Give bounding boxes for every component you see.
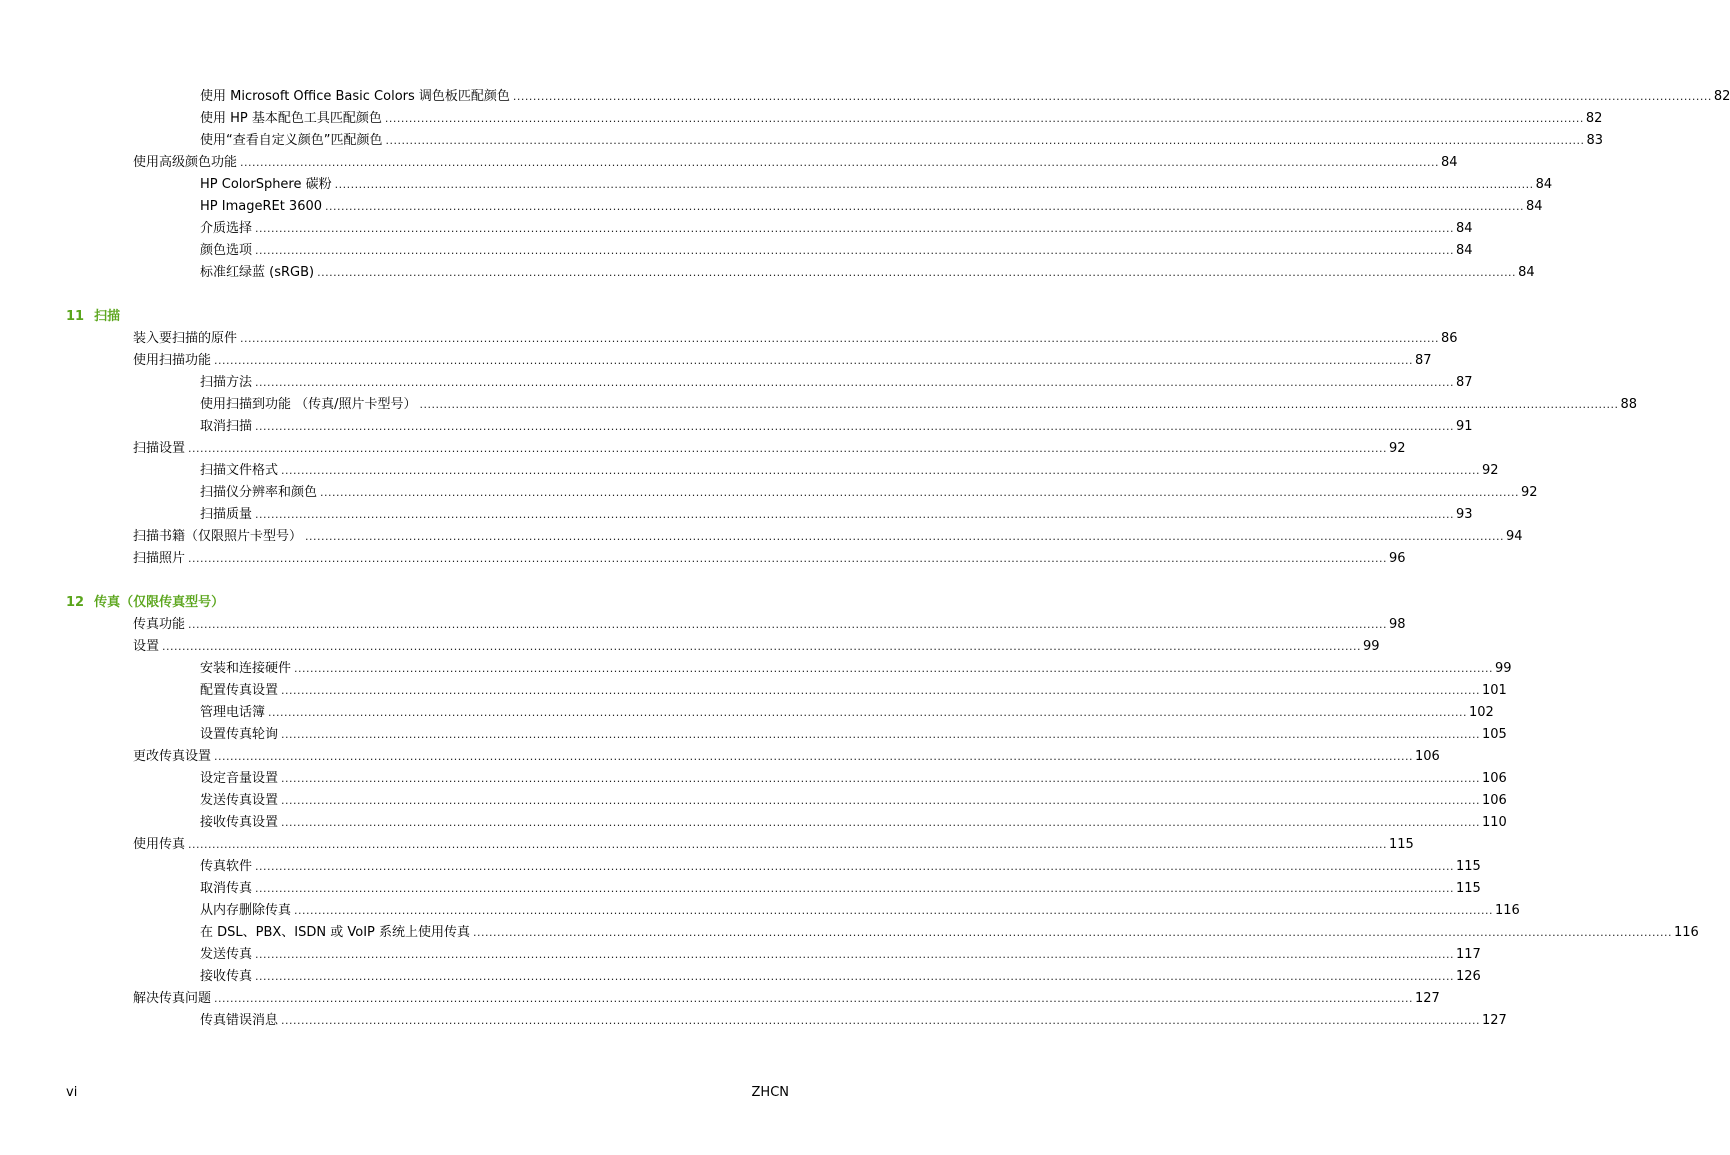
toc-entry-title: 传真功能 xyxy=(133,617,186,632)
toc-entry-page: 84 xyxy=(1456,243,1473,258)
toc-entry-title: 使用扫描到功能 （传真/照片卡型号） xyxy=(200,397,417,412)
toc-entry-title: 管理电话簿 xyxy=(200,705,266,720)
chapter-title: 扫描 xyxy=(94,309,121,324)
toc-entry-title: 配置传真设置 xyxy=(200,683,279,698)
toc-entry[interactable] xyxy=(133,639,1380,655)
toc-entry-page: 94 xyxy=(1506,529,1523,544)
toc-entry-title: 使用传真 xyxy=(133,837,186,852)
dot-leader: ............................................................................................................................................................................................................................................................................................................ xyxy=(188,442,1387,455)
toc-entry[interactable] xyxy=(200,661,1512,677)
toc-entry-title: 发送传真 xyxy=(200,947,253,962)
dot-leader: ............................................................................................................................................................................................................................................................................................................ xyxy=(385,134,1585,147)
toc-entry-page: 126 xyxy=(1456,969,1481,984)
chapter-title: 传真（仅限传真型号） xyxy=(94,595,225,610)
toc-entry-title: 发送传真设置 xyxy=(200,793,279,808)
dot-leader: ............................................................................................................................................................................................................................................................................................................ xyxy=(473,926,1673,939)
toc-entry-page: 116 xyxy=(1674,925,1699,940)
toc-entry[interactable] xyxy=(133,155,1458,171)
dot-leader: ............................................................................................................................................................................................................................................................................................................ xyxy=(240,332,1439,345)
toc-entry[interactable] xyxy=(200,265,1535,281)
toc-entry-page: 92 xyxy=(1482,463,1499,478)
toc-entry[interactable] xyxy=(200,485,1538,501)
toc-entry-title: 设置 xyxy=(133,639,160,654)
toc-entry-page: 98 xyxy=(1389,617,1406,632)
toc-entry-page: 84 xyxy=(1535,177,1553,192)
toc-entry[interactable] xyxy=(200,89,1730,105)
toc-entry-page: 106 xyxy=(1482,793,1507,808)
toc-entry[interactable] xyxy=(200,793,1507,809)
toc-entry[interactable] xyxy=(133,441,1406,457)
toc-entry-page: 84 xyxy=(1526,199,1543,214)
chapter-heading xyxy=(66,595,224,611)
toc-entry[interactable] xyxy=(200,199,1543,215)
dot-leader: ............................................................................................................................................................................................................................................................................................................ xyxy=(255,948,1454,961)
toc-entry-page: 106 xyxy=(1482,771,1507,786)
toc-entry[interactable] xyxy=(200,507,1473,523)
toc-entry-title: 解决传真问题 xyxy=(133,991,212,1006)
toc-entry[interactable] xyxy=(133,331,1458,347)
toc-entry-page: 115 xyxy=(1456,859,1481,874)
toc-entry-title: 装入要扫描的原件 xyxy=(133,331,238,346)
toc-entry-page: 115 xyxy=(1456,881,1481,896)
dot-leader: ............................................................................................................................................................................................................................................................................................................ xyxy=(255,508,1454,521)
toc-entry[interactable] xyxy=(200,925,1699,941)
toc-entry-page: 84 xyxy=(1441,155,1458,170)
toc-entry[interactable] xyxy=(200,859,1481,875)
toc-entry-title: 设置传真轮询 xyxy=(200,727,279,742)
dot-leader: ............................................................................................................................................................................................................................................................................................................ xyxy=(162,640,1361,653)
toc-entry[interactable] xyxy=(200,903,1520,919)
dot-leader: ............................................................................................................................................................................................................................................................................................................ xyxy=(255,882,1454,895)
toc-entry-title: 从内存删除传真 xyxy=(200,903,292,918)
dot-leader: ............................................................................................................................................................................................................................................................................................................ xyxy=(281,794,1480,807)
dot-leader: ............................................................................................................................................................................................................................................................................................................ xyxy=(255,970,1454,983)
dot-leader: ............................................................................................................................................................................................................................................................................................................ xyxy=(255,376,1454,389)
toc-entry-page: 84 xyxy=(1518,265,1535,280)
toc-entry-page: 99 xyxy=(1495,661,1512,676)
toc-entry-title: 使用扫描功能 xyxy=(133,353,212,368)
toc-entry-title: 扫描质量 xyxy=(200,507,253,522)
toc-entry-title: 设定音量设置 xyxy=(200,771,279,786)
toc-entry[interactable] xyxy=(200,1013,1507,1029)
toc-entry-title: 使用“查看自定义颜色”匹配颜色 xyxy=(200,133,383,148)
toc-entry-page: 101 xyxy=(1482,683,1507,698)
toc-entry[interactable] xyxy=(200,243,1473,259)
toc-entry-page: 92 xyxy=(1521,485,1538,500)
toc-entry-title: 扫描文件格式 xyxy=(200,463,279,478)
toc-entry-title: 更改传真设置 xyxy=(133,749,212,764)
toc-entry-title: 传真软件 xyxy=(200,859,253,874)
dot-leader: ............................................................................................................................................................................................................................................................................................................ xyxy=(268,706,1467,719)
dot-leader: ............................................................................................................................................................................................................................................................................................................ xyxy=(320,486,1519,499)
toc-entry-title: 扫描书籍（仅限照片卡型号） xyxy=(133,529,303,544)
toc-entry[interactable] xyxy=(200,177,1553,193)
toc-entry[interactable] xyxy=(200,947,1481,963)
toc-entry-title: 传真错误消息 xyxy=(200,1013,279,1028)
toc-entry-page: 102 xyxy=(1469,705,1494,720)
toc-entry[interactable] xyxy=(133,551,1406,567)
toc-entry-title: HP ColorSphere 碳粉 xyxy=(200,177,332,192)
toc-entry[interactable] xyxy=(200,881,1481,897)
toc-entry-page: 106 xyxy=(1415,749,1440,764)
toc-entry[interactable] xyxy=(200,969,1481,985)
dot-leader: ............................................................................................................................................................................................................................................................................................................ xyxy=(419,398,1619,411)
chapter-number: 12 xyxy=(66,595,85,610)
dot-leader: ............................................................................................................................................................................................................................................................................................................ xyxy=(255,420,1454,433)
dot-leader: ............................................................................................................................................................................................................................................................................................................ xyxy=(188,618,1387,631)
dot-leader: ............................................................................................................................................................................................................................................................................................................ xyxy=(255,860,1454,873)
toc-entry[interactable] xyxy=(200,221,1473,237)
dot-leader: ............................................................................................................................................................................................................................................................................................................ xyxy=(281,1014,1480,1027)
toc-entry-title: 取消扫描 xyxy=(200,419,253,434)
toc-entry-title: 安装和连接硬件 xyxy=(200,661,292,676)
chapter-number: 11 xyxy=(66,309,85,324)
toc-entry[interactable] xyxy=(133,991,1440,1007)
dot-leader: ............................................................................................................................................................................................................................................................................................................ xyxy=(294,662,1493,675)
toc-entry[interactable] xyxy=(200,375,1473,391)
dot-leader: ............................................................................................................................................................................................................................................................................................................ xyxy=(214,354,1413,367)
toc-entry-title: HP ImageREt 3600 xyxy=(200,199,323,214)
footer-page-number: vi xyxy=(66,1085,78,1100)
toc-entry-title: 取消传真 xyxy=(200,881,253,896)
dot-leader: ............................................................................................................................................................................................................................................................................................................ xyxy=(214,750,1413,763)
toc-entry[interactable] xyxy=(200,419,1473,435)
toc-entry[interactable] xyxy=(200,463,1499,479)
toc-entry-title: 扫描仪分辨率和颜色 xyxy=(200,485,318,500)
dot-leader: ............................................................................................................................................................................................................................................................................................................ xyxy=(281,728,1480,741)
dot-leader: ............................................................................................................................................................................................................................................................................................................ xyxy=(305,530,1504,543)
toc-entry-page: 93 xyxy=(1456,507,1473,522)
dot-leader: ............................................................................................................................................................................................................................................................................................................ xyxy=(214,992,1413,1005)
footer-language-code: ZHCN xyxy=(751,1085,789,1100)
toc-entry-page: 99 xyxy=(1363,639,1380,654)
toc-entry-page: 96 xyxy=(1389,551,1406,566)
toc-entry[interactable] xyxy=(200,133,1604,149)
toc-entry[interactable] xyxy=(200,815,1507,831)
toc-entry-title: 使用 HP 基本配色工具匹配颜色 xyxy=(200,111,382,126)
toc-entry-page: 117 xyxy=(1456,947,1481,962)
toc-entry-page: 83 xyxy=(1586,133,1604,148)
toc-entry[interactable] xyxy=(200,111,1603,127)
toc-entry-title: 扫描方法 xyxy=(200,375,253,390)
toc-entry-page: 127 xyxy=(1482,1013,1507,1028)
dot-leader: ............................................................................................................................................................................................................................................................................................................ xyxy=(188,838,1387,851)
toc-entry-title: 使用高级颜色功能 xyxy=(133,155,238,170)
toc-entry-title: 标准红绿蓝 (sRGB) xyxy=(200,265,315,280)
toc-entry-page: 86 xyxy=(1441,331,1458,346)
toc-entry-page: 87 xyxy=(1456,375,1473,390)
dot-leader: ............................................................................................................................................................................................................................................................................................................ xyxy=(255,222,1454,235)
toc-entry-title: 接收传真 xyxy=(200,969,253,984)
dot-leader: ............................................................................................................................................................................................................................................................................................................ xyxy=(325,200,1525,213)
toc-entry-page: 115 xyxy=(1389,837,1414,852)
toc-entry[interactable] xyxy=(200,705,1494,721)
toc-entry[interactable] xyxy=(200,771,1507,787)
dot-leader: ............................................................................................................................................................................................................................................................................................................ xyxy=(334,178,1534,191)
toc-entry[interactable] xyxy=(133,353,1432,369)
toc-entry-page: 87 xyxy=(1415,353,1432,368)
dot-leader: ............................................................................................................................................................................................................................................................................................................ xyxy=(281,816,1480,829)
toc-entry-title: 扫描照片 xyxy=(133,551,186,566)
toc-entry-title: 介质选择 xyxy=(200,221,253,236)
toc-entry-page: 127 xyxy=(1415,991,1440,1006)
dot-leader: ............................................................................................................................................................................................................................................................................................................ xyxy=(255,244,1454,257)
toc-entry-page: 105 xyxy=(1482,727,1507,742)
toc-entry[interactable] xyxy=(133,749,1440,765)
dot-leader: ............................................................................................................................................................................................................................................................................................................ xyxy=(281,464,1480,477)
toc-entry[interactable] xyxy=(200,727,1507,743)
toc-entry-title: 接收传真设置 xyxy=(200,815,279,830)
toc-entry-page: 116 xyxy=(1495,903,1520,918)
toc-entry-page: 82 xyxy=(1713,89,1730,104)
toc-entry-page: 91 xyxy=(1456,419,1473,434)
chapter-heading xyxy=(66,309,120,325)
toc-entry-page: 110 xyxy=(1482,815,1507,830)
dot-leader: ............................................................................................................................................................................................................................................................................................................ xyxy=(240,156,1439,169)
dot-leader: ............................................................................................................................................................................................................................................................................................................ xyxy=(317,266,1517,279)
toc-entry-title: 颜色选项 xyxy=(200,243,253,258)
toc-entry-page: 88 xyxy=(1620,397,1638,412)
dot-leader: ............................................................................................................................................................................................................................................................................................................ xyxy=(294,904,1493,917)
toc-entry[interactable] xyxy=(133,837,1414,853)
toc-entry-title: 扫描设置 xyxy=(133,441,186,456)
toc-entry-title: 使用 Microsoft Office Basic Colors 调色板匹配颜色 xyxy=(200,89,510,104)
dot-leader: ............................................................................................................................................................................................................................................................................................................ xyxy=(281,772,1480,785)
toc-entry-page: 82 xyxy=(1585,111,1603,126)
toc-entry[interactable] xyxy=(200,397,1638,413)
dot-leader: ............................................................................................................................................................................................................................................................................................................ xyxy=(384,112,1584,125)
toc-entry-page: 84 xyxy=(1456,221,1473,236)
dot-leader: ............................................................................................................................................................................................................................................................................................................ xyxy=(188,552,1387,565)
toc-entry[interactable] xyxy=(133,529,1523,545)
toc-entry[interactable] xyxy=(200,683,1507,699)
toc-entry-page: 92 xyxy=(1389,441,1406,456)
dot-leader: ............................................................................................................................................................................................................................................................................................................ xyxy=(512,90,1712,103)
toc-entry-title: 在 DSL、PBX、ISDN 或 VoIP 系统上使用传真 xyxy=(200,925,471,940)
dot-leader: ............................................................................................................................................................................................................................................................................................................ xyxy=(281,684,1480,697)
toc-entry[interactable] xyxy=(133,617,1406,633)
